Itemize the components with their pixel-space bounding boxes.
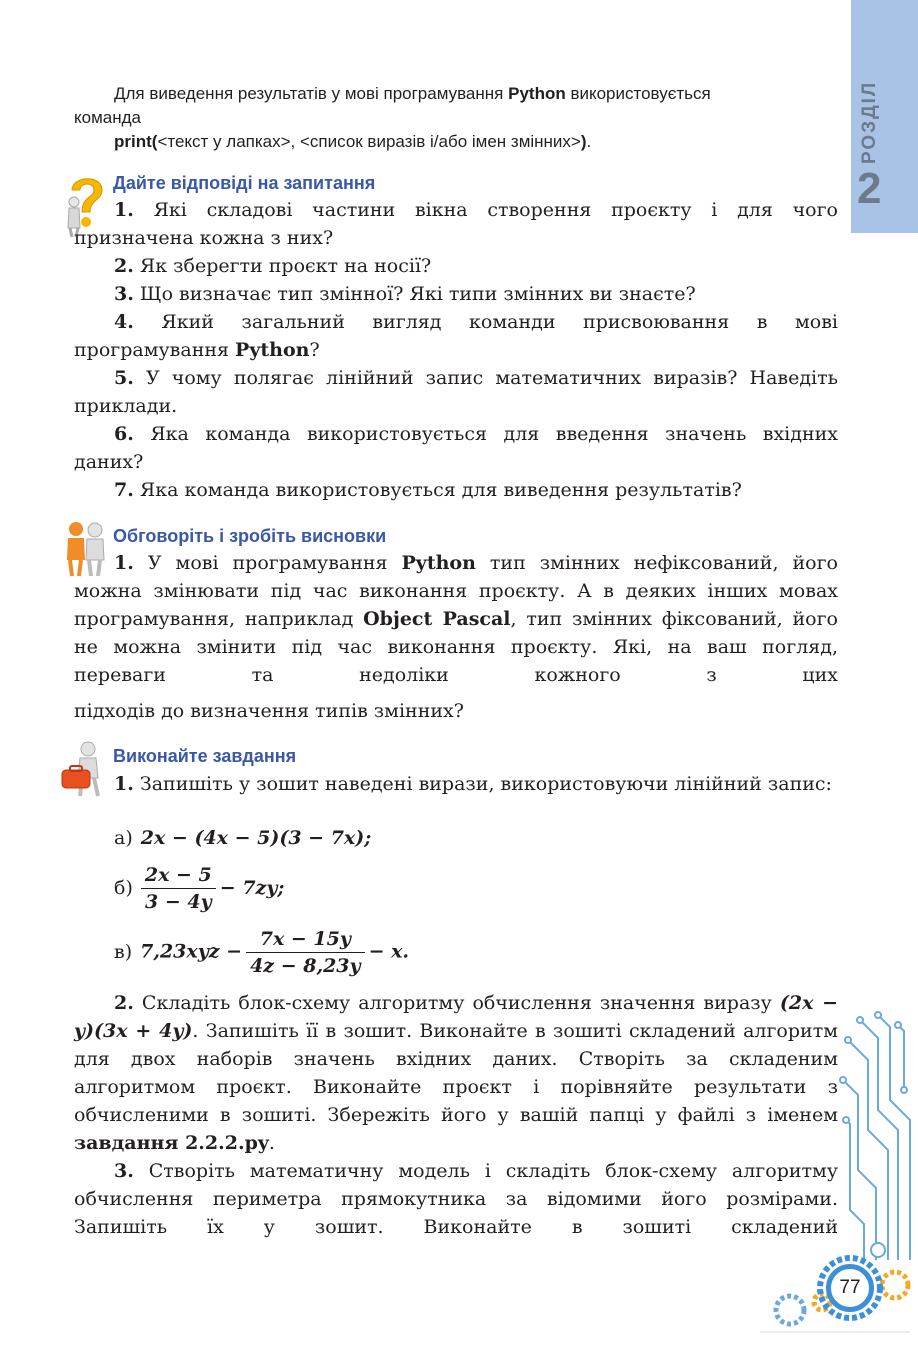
section-heading-questions: Дайте відповіді на запитання [113, 173, 376, 193]
intro-line-3: print(<текст у лапках>, <список виразів і/або імен змінних>). [114, 132, 592, 151]
question-2: 2. Як зберегти проєкт на носії? [114, 255, 432, 277]
question-7: 7. Яка команда використовується для виведення результатів? [114, 479, 742, 501]
task-1: 1. Запишіть у зошит наведені вирази, використовуючи лінійний запис: [114, 773, 832, 795]
formula-a: а) 2x − (4x − 5)(3 − 7x); [114, 827, 372, 849]
question-5: 5. У чому полягає лінійний запис математичних виразів? Наведіть приклади. [74, 367, 838, 417]
discussion-paragraph-last-line: підходів до визначення типів змінних? [74, 700, 464, 722]
circuit-decoration-icon [838, 1010, 918, 1270]
formula-b: б) $\frac{2x - 5}{3 - 4y}$ − 7zy; [114, 864, 285, 913]
section-heading-tasks: Виконайте завдання [113, 746, 297, 766]
discussion-paragraph: 1. У мові програмування Python тип змінних нефіксований, його можна змінювати під час виконання проєкту. А в деяких інших мовах програмування, наприклад Object Pascal, тип змінних фіксований, його не можна змінити під час виконання проєкту. Які, на ваш погляд, переваги та недоліки кожного з цих [74, 552, 838, 686]
formula-c-denominator: 4z − 8,23y [250, 955, 361, 977]
formula-c: в) 7,23xyz − $\frac{7x - 15y}{4z - 8,23y}$ − x. [114, 928, 410, 977]
page-number: 77 [826, 1264, 874, 1312]
question-4: 4. Який загальний вигляд команди присвоювання в мові програмування Python? [74, 311, 838, 361]
section-heading-discuss: Обговоріть і зробіть висновки [113, 526, 387, 546]
question-6: 6. Яка команда використовується для введення значень вхідних даних? [74, 423, 838, 473]
formula-b-numerator: 2x − 5 [141, 862, 216, 889]
intro-line-1: Для виведення результатів у мові програмування Python використовується [114, 84, 711, 103]
task-3: 3. Створіть математичну модель і складіть блок-схему алгоритму обчислення периметра прямокутника за відомими його розмірами. Запишіть їх у зошит. Виконайте в зошиті складений [74, 1160, 838, 1238]
formula-c-numerator: 7x − 15y [246, 926, 364, 953]
intro-line-2: команда [74, 108, 141, 127]
chapter-label: РОЗДІЛ [859, 80, 880, 164]
formula-b-denominator: 3 − 4y [145, 891, 212, 913]
task-2: 2. Складіть блок-схему алгоритму обчислення значення виразу (2x − y)(3x + 4y). Запишіть її в зошит. Виконайте в зошиті складений алгоритм для двох наборів значень вхідних даних. Створіть за складеним алгоритмом проєкт. Виконайте проєкт і порівняйте результати з обчисленими в зошиті. Збережіть його у вашій папці у файлі з іменем завдання 2.2.2.py. [74, 992, 839, 1154]
chapter-number: 2 [857, 164, 882, 213]
question-3: 3. Що визначає тип змінної? Які типи змінних ви знаєте? [114, 283, 696, 305]
question-1: 1. Які складові частини вікна створення проєкту і для чого призначена кожна з них? [74, 199, 838, 249]
